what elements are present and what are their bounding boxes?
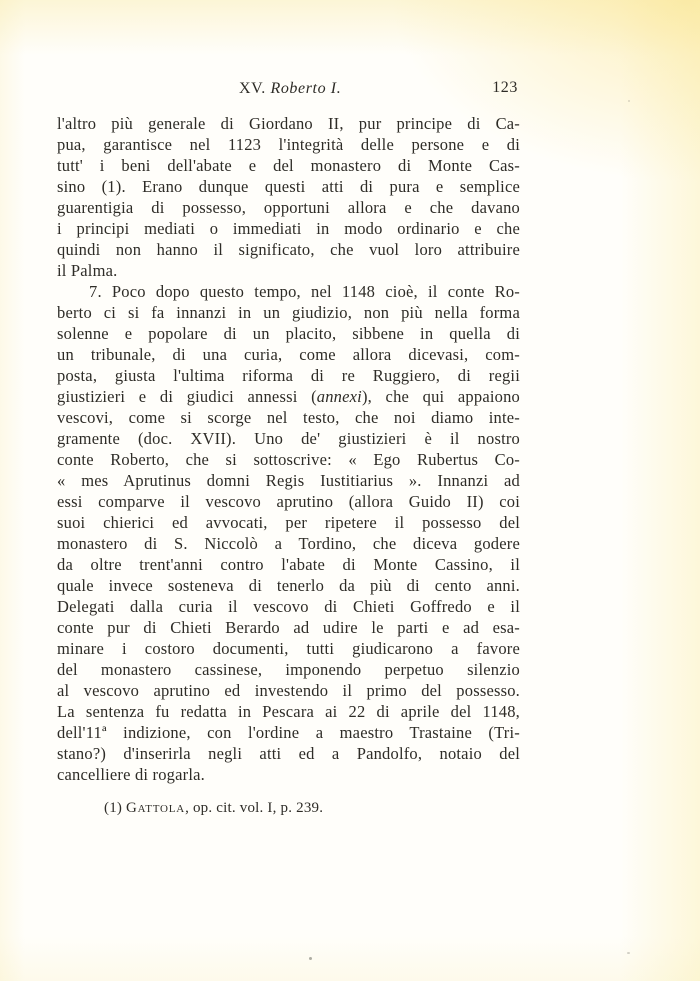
text-segment: tutt' i beni dell'abate e del monastero di Monte Cas- <box>57 156 520 175</box>
text-line <box>57 176 520 197</box>
text-segment: del monastero cassinese, imponendo perpetuo silenzio <box>57 660 520 679</box>
running-title <box>239 80 341 98</box>
text-segment-smallcaps: Gattola <box>126 800 186 816</box>
text-line <box>57 428 520 449</box>
text-line <box>57 197 520 218</box>
text-segment: l'altro più generale di Giordano II, pur principe di Ca- <box>57 114 520 133</box>
text-line <box>57 722 520 743</box>
text-line <box>57 344 520 365</box>
text-segment: i principi mediati o immediati in modo ordinario e che <box>57 219 520 238</box>
text-segment: stano?) d'inserirla negli atti ed a Pandolfo, notaio del <box>57 744 520 763</box>
text-segment: berto ci si fa innanzi in un giudizio, non più nella forma <box>57 303 520 322</box>
text-line <box>57 218 520 239</box>
text-line <box>57 302 520 323</box>
text-segment: suoi chierici ed avvocati, per ripetere il possesso del <box>57 513 520 532</box>
text-segment: Delegati dalla curia il vescovo di Chieti Goffredo e il <box>57 597 520 616</box>
text-line <box>57 155 520 176</box>
text-line <box>57 638 520 659</box>
text-segment: 7. Poco dopo questo tempo, nel 1148 cioè, il conte Ro- <box>89 282 520 301</box>
text-segment: da oltre trent'anni contro l'abate di Monte Cassino, il <box>57 555 520 574</box>
text-segment: « mes Aprutinus domni Regis Iustitiarius ». Innanzi ad <box>57 471 520 490</box>
text-segment: posta, giusta l'ultima riforma di re Ruggiero, di regii <box>57 366 520 385</box>
footnote <box>57 798 520 818</box>
text-segment: il Palma. <box>57 261 118 280</box>
text-segment: quindi non hanno il significato, che vuol loro attribuire <box>57 240 520 259</box>
text-segment: cancelliere di rogarla. <box>57 765 205 784</box>
text-segment: conte Roberto, che si sottoscrive: « Ego Rubertus Co- <box>57 450 520 469</box>
text-segment: dell'11ª indizione, con l'ordine a maestro Trastaine (Tri- <box>57 723 520 742</box>
text-line <box>57 365 520 386</box>
text-line <box>57 743 520 764</box>
text-segment: solenne e popolare di un placito, sibbene in quella di <box>57 324 520 343</box>
text-segment: La sentenza fu redatta in Pescara ai 22 di aprile del 1148, <box>57 702 520 721</box>
chapter-name: Roberto I. <box>270 80 342 97</box>
text-line <box>57 533 520 554</box>
text-segment: un tribunale, di una curia, come allora dicevasi, com- <box>57 345 520 364</box>
text-line <box>57 449 520 470</box>
text-segment: guarentigia di possesso, opportuni allora e che davano <box>57 198 520 217</box>
text-line <box>57 323 520 344</box>
text-segment: sino (1). Erano dunque questi atti di pura e semplice <box>57 177 520 196</box>
text-line <box>57 680 520 701</box>
text-line <box>57 281 520 302</box>
text-line <box>57 617 520 638</box>
scan-speck <box>627 952 630 954</box>
text-segment: , op. cit. vol. I, p. 239. <box>185 800 324 816</box>
text-line <box>57 512 520 533</box>
text-line <box>57 407 520 428</box>
text-segment: al vescovo aprutino ed investendo il primo del possesso. <box>57 681 520 700</box>
text-segment: monastero di S. Niccolò a Tordino, che diceva godere <box>57 534 520 553</box>
text-line <box>57 596 520 617</box>
text-line <box>57 260 520 281</box>
text-line <box>57 575 520 596</box>
text-segment-italic: annexi <box>316 387 362 406</box>
text-segment: quale invece sosteneva di tenerlo da più di cento anni. <box>57 576 520 595</box>
text-line <box>57 701 520 722</box>
text-segment: minare i costoro documenti, tutti giudicarono a favore <box>57 639 520 658</box>
text-segment: pua, garantisce nel 1123 l'integrità delle persone e di <box>57 135 520 154</box>
text-segment: giustizieri e di giudici annessi ( <box>57 387 317 406</box>
text-line <box>57 470 520 491</box>
paragraph <box>57 113 520 281</box>
scan-speck <box>309 957 312 960</box>
text-segment: (1) <box>104 800 127 816</box>
text-segment: vescovi, come si scorge nel testo, che noi diamo inte- <box>57 408 520 427</box>
running-head <box>57 80 520 100</box>
footnote-text <box>104 800 323 816</box>
paragraph <box>57 281 520 785</box>
text-segment: conte pur di Chieti Berardo ad udire le parti e ad esa- <box>57 618 520 637</box>
scan-speck <box>628 100 630 102</box>
text-line <box>57 113 520 134</box>
text-line <box>57 554 520 575</box>
page-content <box>57 80 520 818</box>
page-body <box>57 113 520 785</box>
text-line <box>57 239 520 260</box>
text-line <box>57 386 520 407</box>
text-segment: essi comparve il vescovo aprutino (allora Guido II) coi <box>57 492 520 511</box>
text-segment: gramente (doc. XVII). Uno de' giustizieri è il nostro <box>57 429 520 448</box>
text-line <box>57 764 520 785</box>
text-segment: ), che qui appaiono <box>361 387 520 406</box>
text-line <box>57 491 520 512</box>
text-line <box>57 659 520 680</box>
page-number: 123 <box>492 79 518 96</box>
text-line <box>57 134 520 155</box>
chapter-number: XV. <box>239 80 271 97</box>
